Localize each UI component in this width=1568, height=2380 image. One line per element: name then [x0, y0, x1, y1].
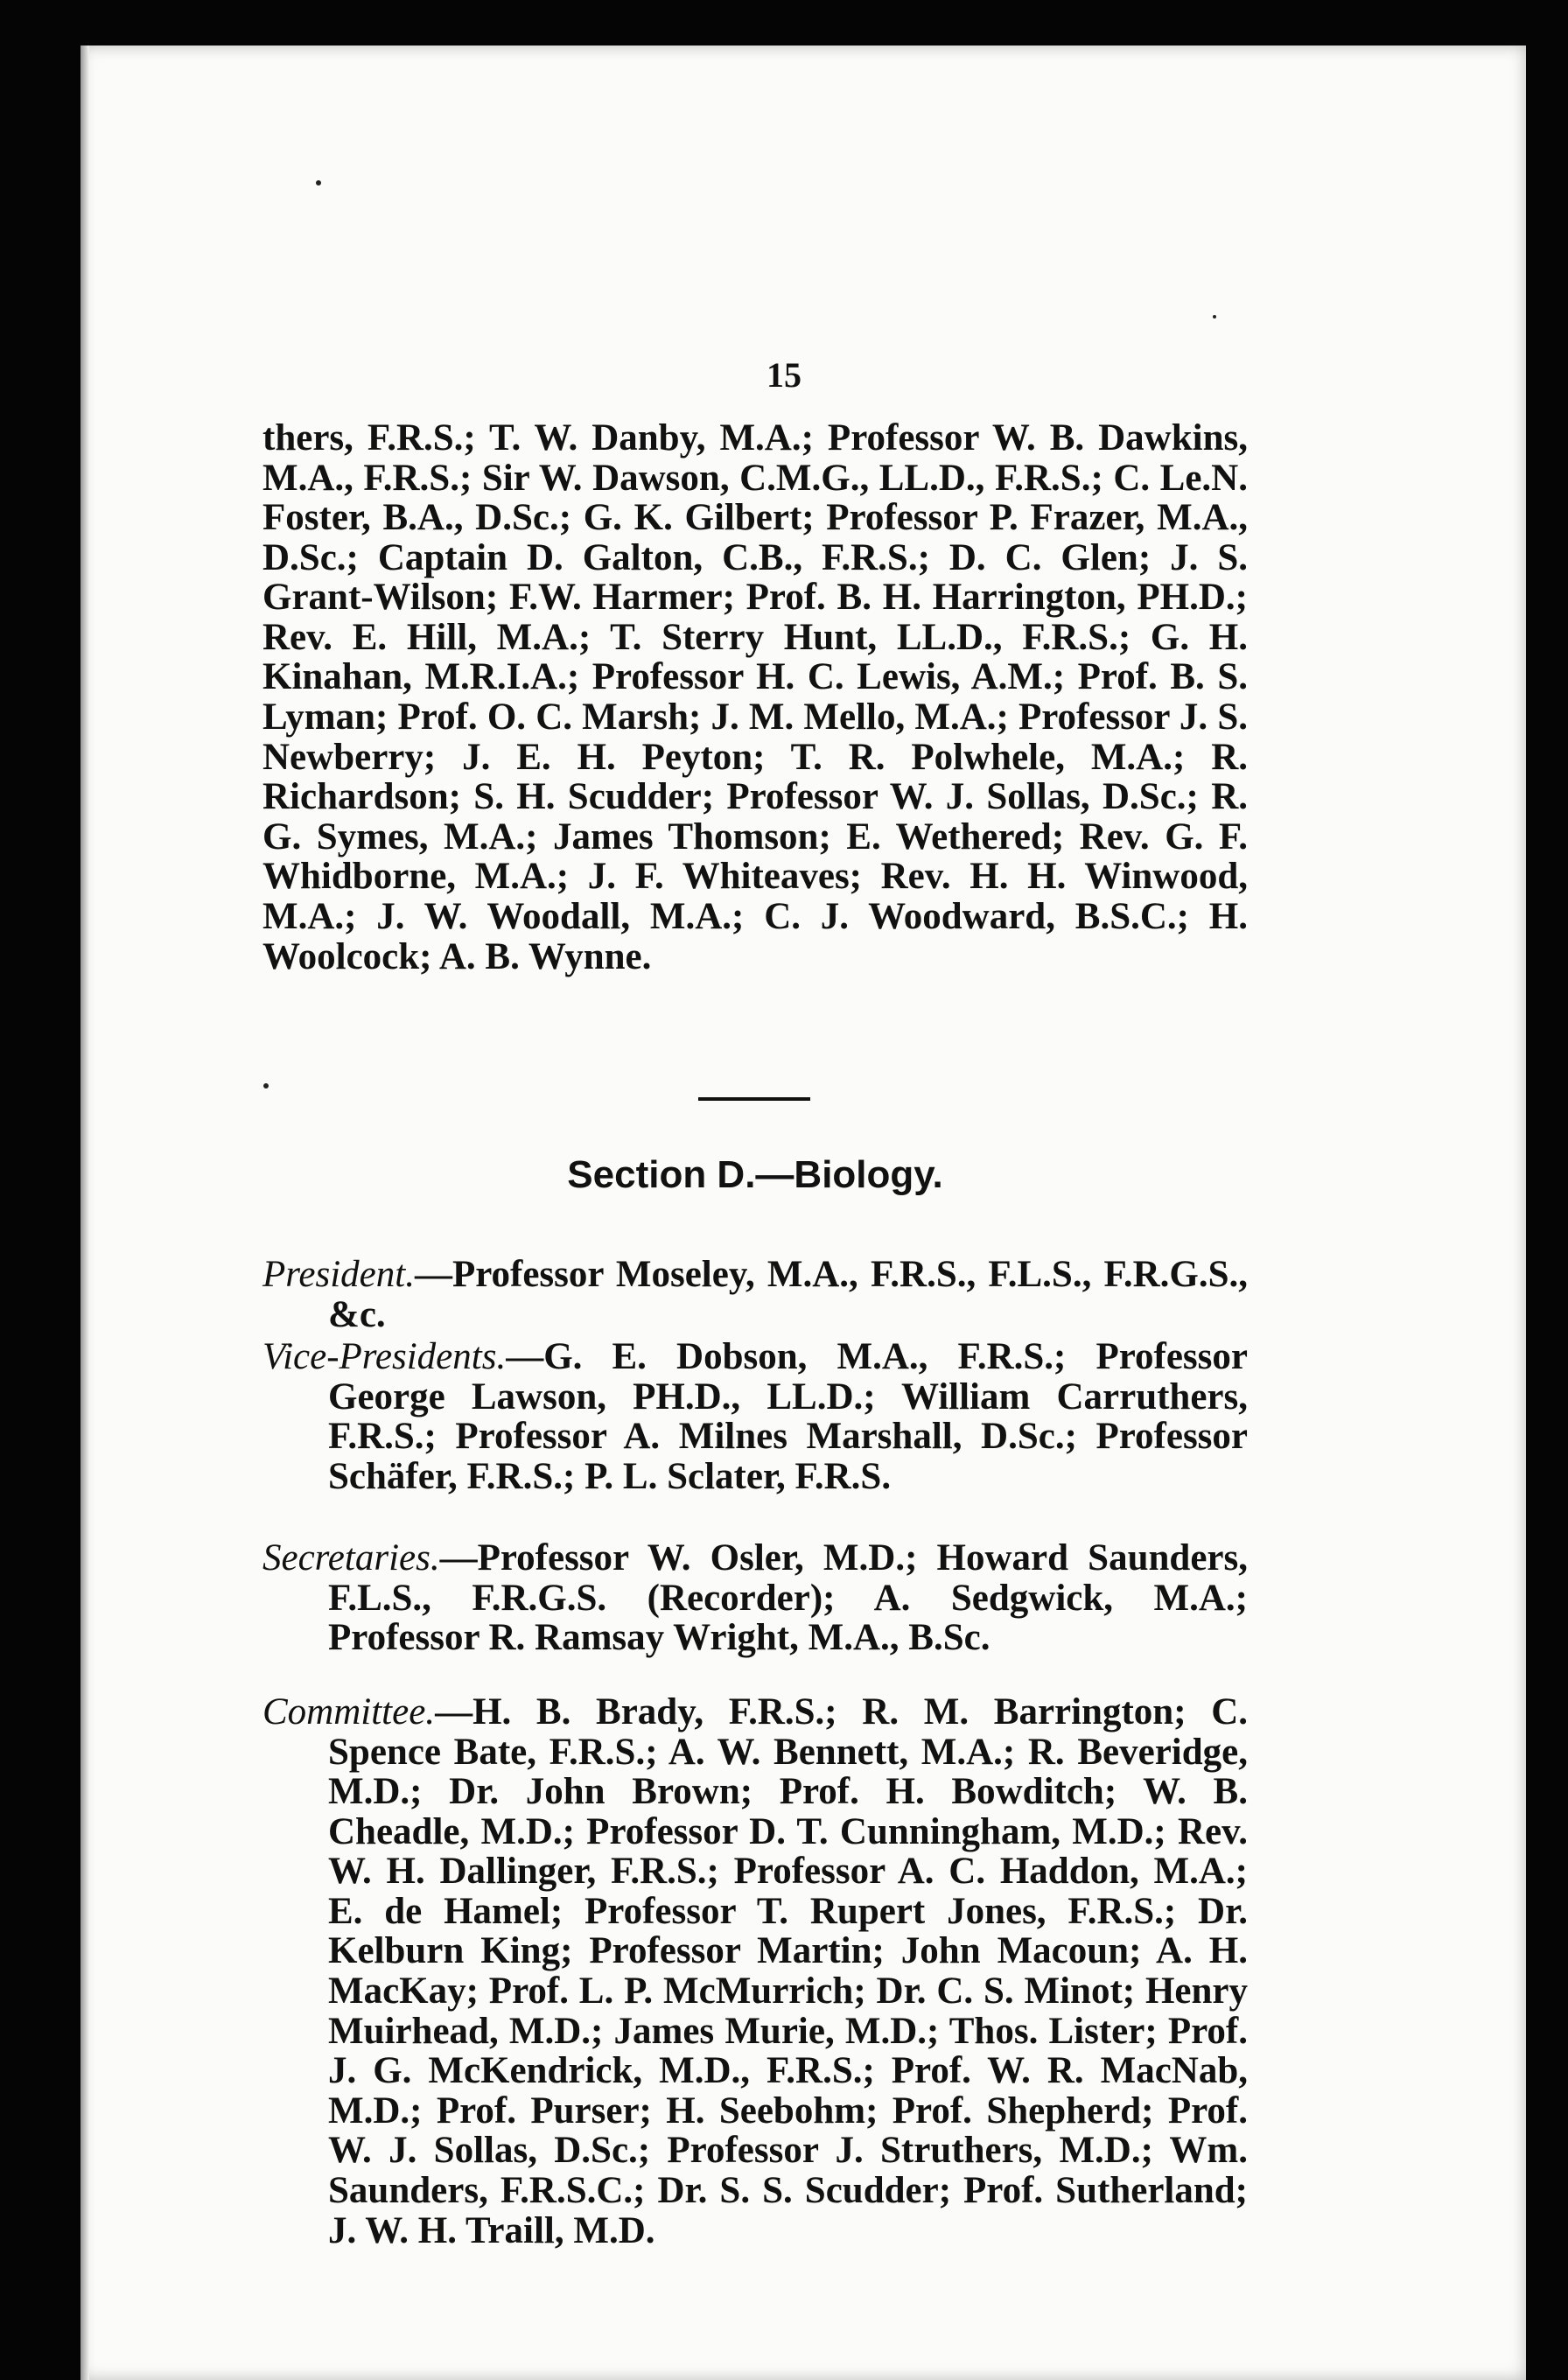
entry-text: —Professor Moseley, M.A., F.R.S., F.L.S., F.R.G.S., &c.: [328, 1254, 1248, 1335]
paper-speck: [316, 180, 321, 186]
entry-label: Vice-Presidents.: [262, 1336, 507, 1377]
president-entry: [262, 1255, 1248, 1334]
entry-president: [262, 1255, 1248, 1334]
vice-presidents-entry: [262, 1337, 1248, 1496]
secretaries-entry: [262, 1538, 1248, 1658]
entry-text: —G. E. Dobson, M.A., F.R.S.; Professor George Lawson, PH.D., LL.D.; William Carruthers, F.R.S.; Professor A. Milnes Marshall, D.Sc.; Professor Schäfer, F.R.S.; P. L. Sclater, F.R.S.: [328, 1336, 1248, 1497]
entry-text: —Professor W. Osler, M.D.; Howard Saunders, F.L.S., F.R.G.S. (Recorder); A. Sedgwick, M.A.; Professor R. Ramsay Wright, M.A., B.Sc.: [328, 1537, 1248, 1659]
page-number: 15: [766, 355, 802, 395]
paper-speck: [1213, 315, 1216, 318]
page-gutter-shadow: [80, 46, 89, 2380]
section-heading: Section D.—Biology.: [567, 1153, 943, 1196]
entry-label: Secretaries.: [262, 1537, 440, 1578]
entry-label: President.: [262, 1254, 415, 1295]
committee-entry: [262, 1692, 1248, 2250]
entry-vice-presidents: [262, 1337, 1248, 1496]
section-divider-rule: [698, 1097, 810, 1101]
entry-text: —H. B. Brady, F.R.S.; R. M. Barrington; C. Spence Bate, F.R.S.; A. W. Bennett, M.A.; R. Beveridge, M.D.; Dr. John Brown; Prof. H. Bowditch; W. B. Cheadle, M.D.; Professor D. T. Cunningham, M.D.; Rev. W. H. Dallinger, F.R.S.; Professor A. C. Haddon, M.A.; E. de Hamel; Professor T. Rupert Jones, F.R.S.; Dr. Kelburn King; Professor Martin; John Macoun; A. H. MacKay; Prof. L. P. McMurrich; Dr. C. S. Minot; Henry Muirhead, M.D.; James Murie, M.D.; Thos. Lister; Prof. J. G. McKendrick, M.D., F.R.S.; Prof. W. R. MacNab, M.D.; Prof. Purser; H. Seebohm; Prof. Shepherd; Prof. W. J. Sollas, D.Sc.; Professor J. Struthers, M.D.; Wm. Saunders, F.R.S.C.; Dr. S. S. Scudder; Prof. Sutherland; J. W. H. Traill, M.D.: [328, 1691, 1248, 2251]
entry-secretaries: [262, 1538, 1248, 1658]
entry-label: Committee.: [262, 1691, 436, 1732]
entry-committee: [262, 1692, 1248, 2250]
continued-member-list: [262, 418, 1248, 976]
continued-list-paragraph: thers, F.R.S.; T. W. Danby, M.A.; Professor W. B. Dawkins, M.A., F.R.S.; Sir W. Dawson, C.M.G., LL.D., F.R.S.; C. Le.N. Foster, B.A., D.Sc.; G. K. Gilbert; Professor P. Frazer, M.A., D.Sc.; Captain D. Galton, C.B., F.R.S.; D. C. Glen; J. S. Grant-Wilson; F.W. Harmer; Prof. B. H. Harrington, PH.D.; Rev. E. Hill, M.A.; T. Sterry Hunt, LL.D., F.R.S.; G. H. Kinahan, M.R.I.A.; Professor H. C. Lewis, A.M.; Prof. B. S. Lyman; Prof. O. C. Marsh; J. M. Mello, M.A.; Professor J. S. Newberry; J. E. H. Peyton; T. R. Polwhele, M.A.; R. Richardson; S. H. Scudder; Professor W. J. Sollas, D.Sc.; R. G. Symes, M.A.; James Thomson; E. Wethered; Rev. G. F. Whidborne, M.A.; J. F. Whiteaves; Rev. H. H. Winwood, M.A.; J. W. Woodall, M.A.; C. J. Woodward, B.S.C.; H. Woolcock; A. B. Wynne.: [262, 417, 1248, 977]
paper-speck: [263, 1083, 269, 1088]
